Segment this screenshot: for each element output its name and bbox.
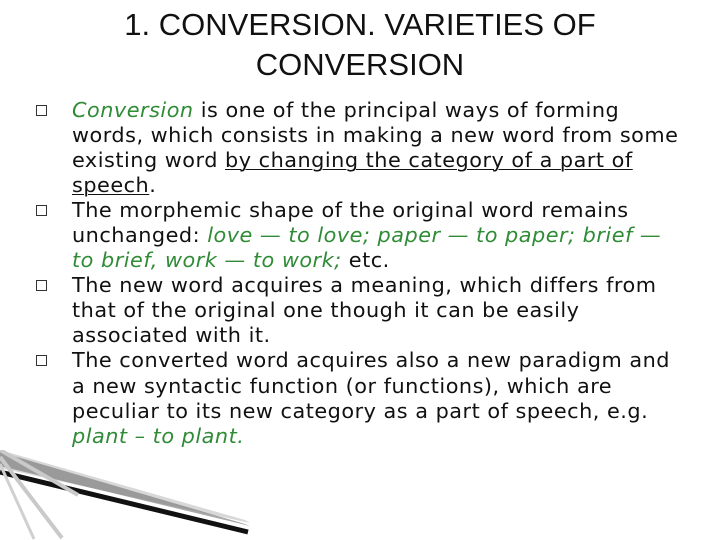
example-phrase: love — to love; paper — to paper; brief — to brief, work — to work; bbox=[72, 223, 662, 273]
decorative-corner-lines bbox=[0, 450, 260, 540]
bullet-text: is one of the principal ways of forming words, which consists in making a new word from some existing word bbox=[72, 98, 679, 173]
decor-dark-wedge bbox=[0, 452, 250, 526]
underlined-phrase: by changing the category of a part of speech bbox=[72, 148, 633, 198]
bullet-text: The converted word acquires also a new paradigm and a new syntactic function (or functions), which are peculiar to its new category as a part of speech, e.g. bbox=[72, 348, 671, 423]
bullet-list bbox=[26, 98, 681, 449]
square-bullet-icon bbox=[36, 205, 47, 216]
bullet-text-end: etc. bbox=[341, 248, 390, 273]
bullet-text: The morphemic shape of the original word remains unchanged: bbox=[72, 198, 629, 248]
bullet-item-morphemic-shape bbox=[26, 198, 681, 273]
term-conversion: Conversion bbox=[72, 98, 194, 122]
square-bullet-icon bbox=[36, 355, 47, 366]
square-bullet-icon bbox=[36, 105, 47, 116]
bullet-text-end: . bbox=[149, 173, 157, 198]
square-bullet-icon bbox=[36, 280, 47, 291]
bullet-item-new-paradigm bbox=[26, 348, 681, 448]
bullet-item-conversion-definition bbox=[26, 98, 681, 198]
decor-black-line bbox=[0, 472, 248, 532]
bullet-text: The new word acquires a meaning, which differs from that of the original one though it can be easily associated with it. bbox=[72, 273, 657, 348]
decor-gray-wedge bbox=[0, 450, 250, 523]
bullet-item-new-meaning bbox=[26, 273, 681, 348]
decor-gray-line-3 bbox=[0, 464, 34, 539]
example-phrase: plant – to plant. bbox=[72, 423, 245, 448]
slide-title-line-2: CONVERSION bbox=[255, 47, 465, 82]
slide-title-line-1: 1. CONVERSION. VARIETIES OF bbox=[124, 7, 596, 42]
decor-gray-line-1 bbox=[0, 450, 78, 495]
decor-gray-line-2 bbox=[0, 457, 62, 538]
